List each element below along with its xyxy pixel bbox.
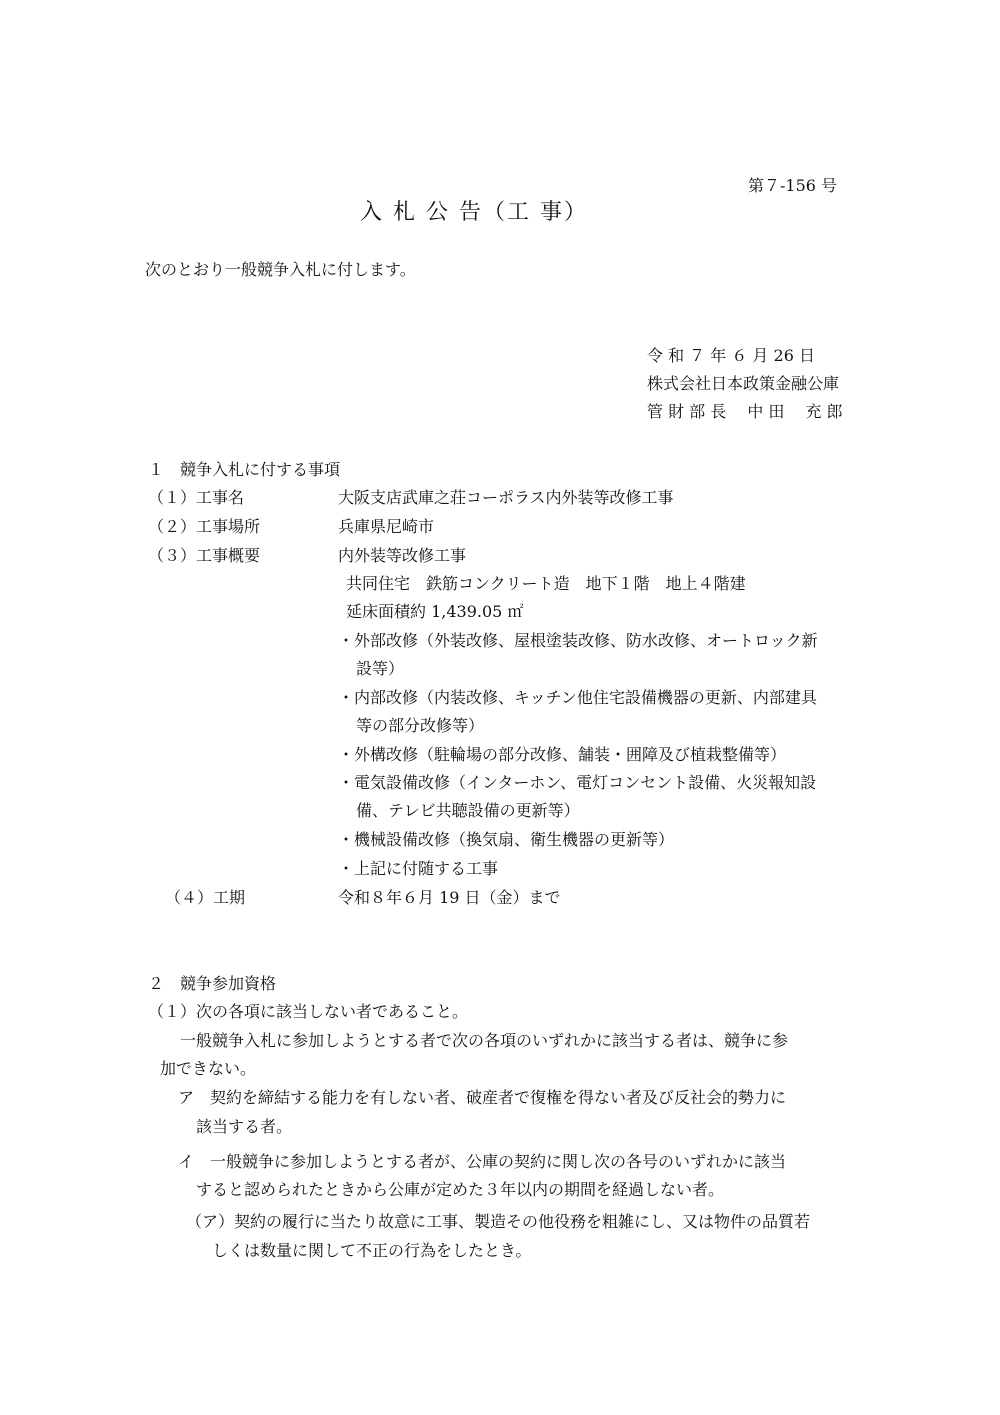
list-item-cont: すると認められたときから公庫が定めた３年以内の期間を経過しない者。 — [196, 1180, 725, 1199]
bullet-item: ・外部改修（外装改修、屋根塗装改修、防水改修、オートロック新 — [338, 631, 818, 650]
issue-date: 令 和 ７ 年 ６ 月 26 日 — [647, 346, 815, 365]
section1-heading: １ 競争入札に付する事項 — [148, 460, 341, 479]
issuer-signatory: 管 財 部 長 中 田 充 郎 — [647, 402, 843, 421]
bullet-item: ・機械設備改修（換気扇、衛生機器の更新等） — [338, 830, 675, 849]
list-item: ア 契約を締結する能力を有しない者、破産者で復権を得ない者及び反社会的勢力に — [178, 1088, 787, 1107]
bullet-item-cont: 等の部分改修等） — [356, 716, 485, 735]
item-value: 兵庫県尼崎市 — [338, 517, 435, 536]
issuer-organization: 株式会社日本政策金融公庫 — [647, 374, 840, 393]
subsection-heading: （１）次の各項に該当しない者であること。 — [148, 1002, 469, 1021]
document-title: 入 札 公 告（工 事） — [360, 200, 588, 225]
bullet-item: ・内部改修（内装改修、キッチン他住宅設備機器の更新、内部建具 — [338, 688, 817, 707]
list-item: イ 一般競争に参加しようとする者が、公庫の契約に関し次の各号のいずれかに該当 — [178, 1152, 787, 1171]
paragraph-line: 加できない。 — [160, 1059, 257, 1078]
bullet-item: ・外構改修（駐輪場の部分改修、舗装・囲障及び植栽整備等） — [338, 745, 787, 764]
sub-list-item-cont: しくは数量に関して不正の行為をしたとき。 — [212, 1241, 532, 1260]
document-number: 第７-156 号 — [748, 176, 838, 195]
section2-heading: ２ 競争参加資格 — [148, 974, 277, 993]
bullet-item: ・上記に付随する工事 — [338, 859, 499, 878]
item-value: 内外装等改修工事 — [338, 546, 467, 565]
item-value: 大阪支店武庫之荘コーポラス内外装等改修工事 — [338, 488, 674, 507]
list-item-cont: 該当する者。 — [196, 1117, 293, 1136]
bullet-item: ・電気設備改修（インターホン、電灯コンセント設備、火災報知設 — [338, 773, 817, 792]
intro-text: 次のとおり一般競争入札に付します。 — [145, 260, 416, 279]
overview-line: 共同住宅 鉄筋コンクリート造 地下１階 地上４階建 — [346, 574, 746, 593]
sub-list-item: （ア）契約の履行に当たり故意に工事、製造その他役務を粗雑にし、又は物件の品質若 — [186, 1212, 811, 1231]
item-label: （３）工事概要 — [148, 546, 261, 565]
item-label: （２）工事場所 — [148, 517, 261, 536]
bullet-item-cont: 設等） — [356, 659, 405, 678]
overview-line: 延床面積約 1,439.05 ㎡ — [346, 602, 524, 621]
paragraph-line: 一般競争入札に参加しようとする者で次の各項のいずれかに該当する者は、競争に参 — [180, 1031, 789, 1050]
item-label: （１）工事名 — [148, 488, 245, 507]
bullet-item-cont: 備、テレビ共聴設備の更新等） — [356, 801, 580, 820]
item-value: 令和８年６月 19 日（金）まで — [338, 888, 561, 907]
item-label: （４）工期 — [165, 888, 246, 907]
